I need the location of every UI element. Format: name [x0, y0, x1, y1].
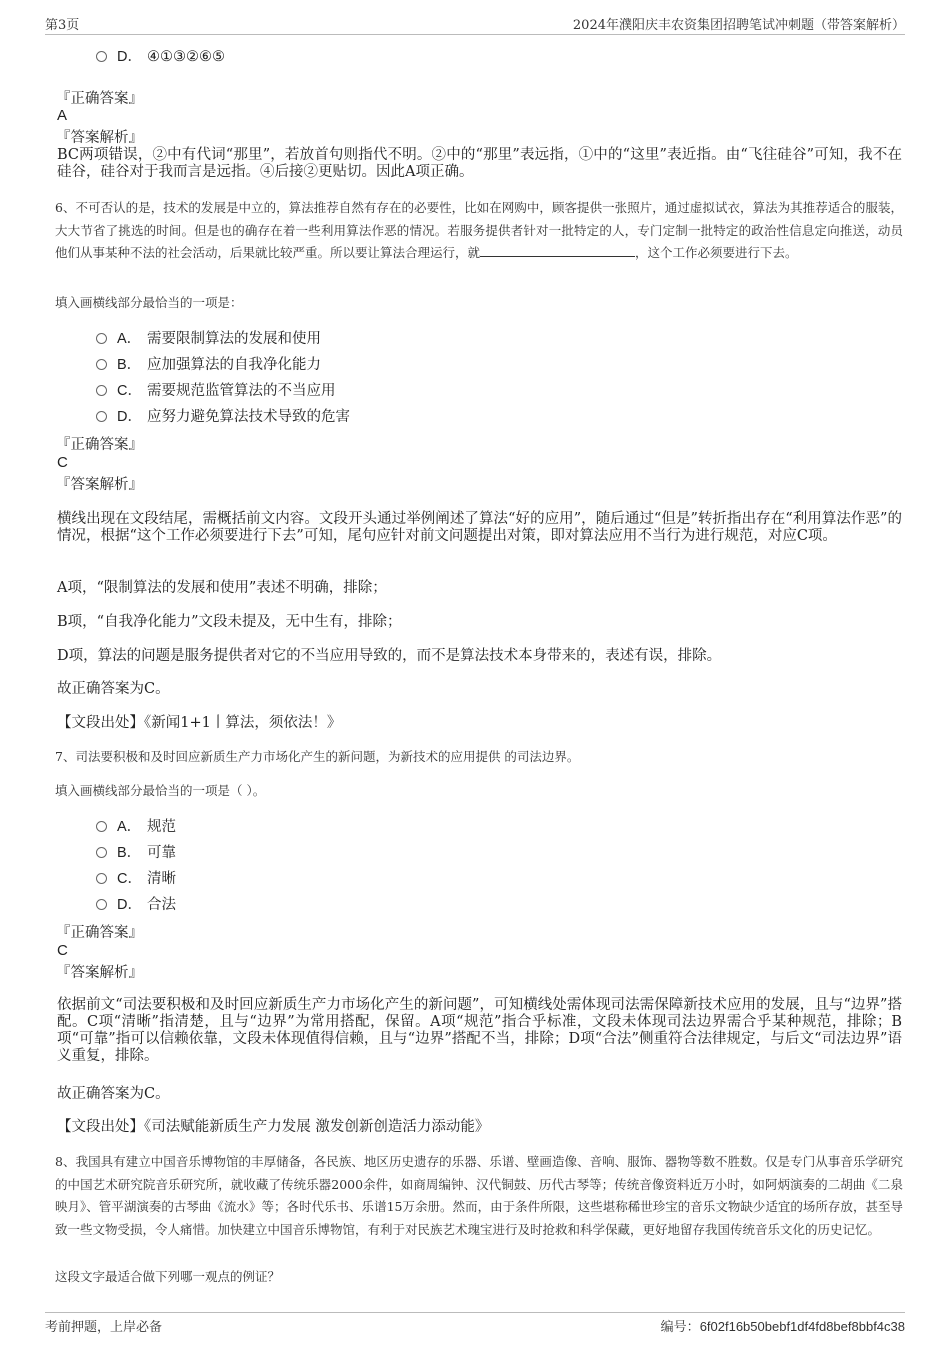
footer-slogan: 考前押题，上岸必备 — [45, 1320, 163, 1335]
source-citation: 【文段出处】《新闻1+1丨算法，须依法！》 — [57, 715, 342, 731]
answer-label: 『正确答案』 — [56, 91, 143, 107]
radio-button-icon[interactable] — [96, 821, 107, 832]
answer-label: 『正确答案』 — [56, 437, 143, 453]
question-7-prompt: 填入画横线部分最恰当的一项是（ ）。 — [55, 783, 266, 798]
analysis-paragraph: D项，算法的问题是服务提供者对它的不当应用导致的，而不是算法技术本身带来的，表述有误，排除。 — [57, 648, 722, 664]
page-footer — [45, 1312, 905, 1333]
question-7-text: 7、司法要积极和及时回应新质生产力市场化产生的新问题，为新技术的应用提供 的司法边界。 — [55, 749, 580, 764]
analysis-label: 『答案解析』 — [56, 130, 143, 146]
q6-option-a[interactable]: A． 需要限制算法的发展和使用 — [96, 329, 321, 349]
correct-answer: A — [57, 107, 68, 124]
analysis-paragraph: B项，“自我净化能力”文段未提及，无中生有，排除； — [57, 614, 402, 630]
analysis-paragraph: 依据前文“司法要积极和及时回应新质生产力市场化产生的新问题”，可知横线处需体现司法需保障新技术应用的发展，且与“边界”搭配。C项“清晰”指清楚，且与“边界”为常用搭配，保留。A项“规范”指合乎标准，文段未体现司法边界需合乎某种规范，排除；B项“可靠”指可以信赖依靠，文段未体现值得信赖，且与“边界”搭配不当，排除；D项“合法”侧重符合法律规定，与后文“司法边界”语义重复，排除。 — [57, 997, 902, 1064]
correct-answer: C — [57, 942, 68, 959]
q6-option-d[interactable]: D． 应努力避免算法技术导致的危害 — [96, 407, 350, 427]
page-number: 第3页 — [45, 18, 80, 33]
q7-option-a[interactable]: A． 规范 — [96, 817, 176, 837]
q7-option-b[interactable]: B． 可靠 — [96, 843, 176, 863]
correct-answer: C — [57, 454, 68, 471]
source-citation: 【文段出处】《司法赋能新质生产力发展 激发创新创造活力添动能》 — [57, 1119, 490, 1135]
analysis-paragraph: 横线出现在文段结尾，需概括前文内容。文段开头通过举例阐述了算法“好的应用”，随后通过“但是”转折指出存在“利用算法作恶”的情况，根据“这个工作必须要进行下去”可知，尾句应针对前文问题提出对策，即对算法应用不当行为进行规范，对应C项。 — [57, 511, 902, 544]
document-code: 编号：6f02f16b50bebf1df4fd8bef8bbf4c38 — [660, 1319, 905, 1335]
question-8-text: 8、我国具有建立中国音乐博物馆的丰厚储备，各民族、地区历史遗存的乐器、乐谱、壁画造像、音响、服饰、器物等数不胜数。仅是专门从事音乐学研究的中国艺术研究院音乐研究所，就收藏了传统乐器2000余件，如商周编钟、汉代铜鼓、历代古琴等；传统音像资料近万小时，如阿炳演奏的二胡曲《二泉映月》、管平湖演奏的古琴曲《流水》等；各时代乐书、乐谱15万余册。然而，由于条件所限，这些堪称稀世珍宝的音乐文物缺少适宜的场所存放，甚至导致一些文物受损，令人痛惜。加快建立中国音乐博物馆，有利于对民族艺术瑰宝进行及时抢救和科学保藏，更好地留存我国传统音乐文化的历史记忆。 — [55, 1154, 903, 1237]
answer-label: 『正确答案』 — [56, 925, 143, 941]
radio-button-icon[interactable] — [96, 899, 107, 910]
analysis-text: BC两项错误，②中有代词“那里”，若放首句则指代不明。②中的“那里”表远指，①中的“这里”表近指。由“飞往硅谷”可知，我不在硅谷，硅谷对于我而言是远指。④后接②更贴切。因此A项正确。 — [57, 147, 902, 180]
prev-option-d[interactable]: D． ④①③②⑥⑤ — [96, 47, 225, 67]
question-8-prompt: 这段文字最适合做下列哪一观点的例证？ — [55, 1269, 281, 1284]
q7-option-d[interactable]: D． 合法 — [96, 895, 176, 915]
radio-button-icon[interactable] — [96, 873, 107, 884]
analysis-conclusion: 故正确答案为C。 — [57, 681, 170, 697]
page-header — [45, 14, 905, 35]
radio-button-icon[interactable] — [96, 385, 107, 396]
radio-button-icon[interactable] — [96, 359, 107, 370]
analysis-label: 『答案解析』 — [56, 965, 143, 981]
question-6-text: 6、不可否认的是，技术的发展是中立的，算法推荐自然有存在的必要性，比如在网购中，顾客提供一张照片，通过虚拟试衣，算法为其推荐适合的服装，大大节省了挑选的时间。但是也的确存在着一些利用算法作恶的情况。若服务提供者针对一批特定的人，专门定制一批特定的政治性信息定向推送，动员他们从事某种不法的社会活动，后果就比较严重。所以要让算法合理运行，就 ，这个工作必须要进行下去。 — [55, 200, 903, 260]
q6-option-c[interactable]: C． 需要规范监管算法的不当应用 — [96, 381, 336, 401]
radio-button-icon[interactable] — [96, 847, 107, 858]
question-6-prompt: 填入画横线部分最恰当的一项是： — [55, 295, 243, 310]
radio-button-icon[interactable] — [96, 51, 107, 62]
radio-button-icon[interactable] — [96, 333, 107, 344]
document-title: 2024年濮阳庆丰农资集团招聘笔试冲刺题（带答案解析） — [572, 18, 905, 33]
analysis-label: 『答案解析』 — [56, 477, 143, 493]
radio-button-icon[interactable] — [96, 411, 107, 422]
analysis-paragraph: A项，“限制算法的发展和使用”表述不明确，排除； — [57, 580, 387, 596]
analysis-conclusion: 故正确答案为C。 — [57, 1086, 170, 1102]
fill-blank-line — [480, 244, 635, 257]
q7-option-c[interactable]: C． 清晰 — [96, 869, 176, 889]
q6-option-b[interactable]: B． 应加强算法的自我净化能力 — [96, 355, 321, 375]
